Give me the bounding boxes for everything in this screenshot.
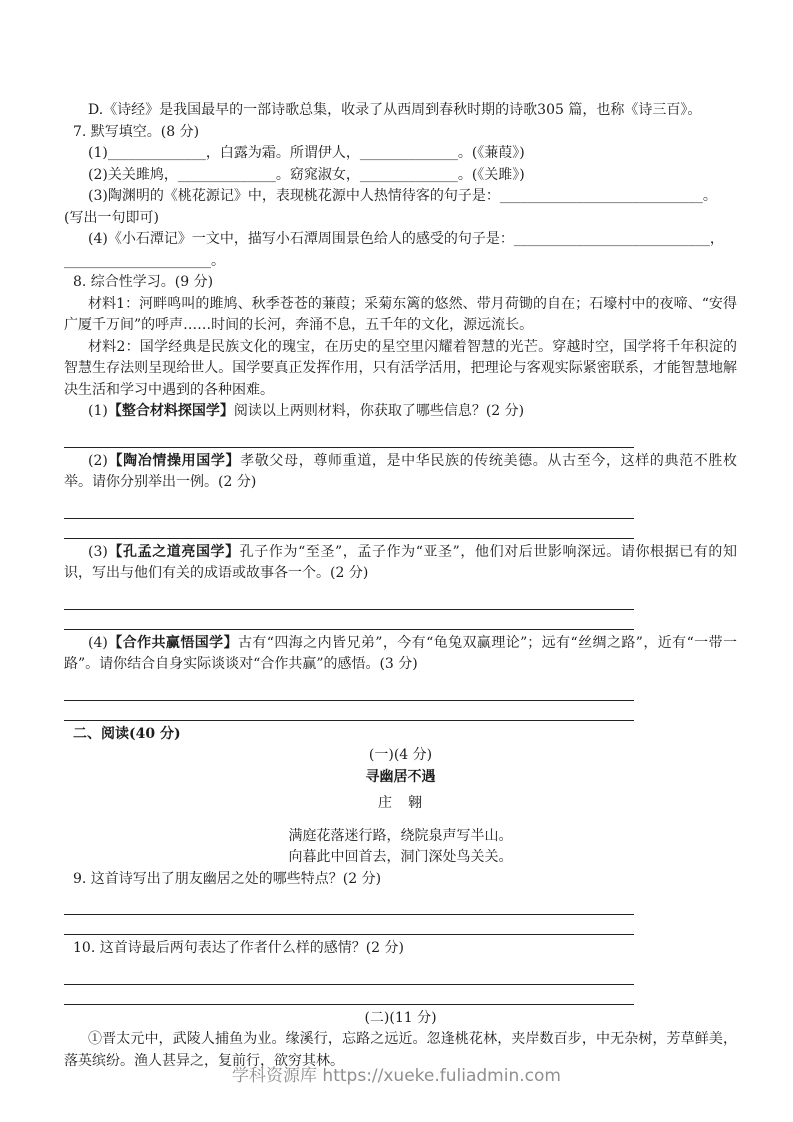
q8-item-4-number: (4) [88, 634, 108, 651]
answer-line [64, 985, 634, 1005]
poem-line-2: 向暮此中回首去，洞门深处鸟关关。 [288, 849, 513, 865]
footer-watermark: 学科资源库 https://xueke.fuliadmin.com [232, 1066, 561, 1086]
q9: 9. 这首诗写出了朋友幽居之处的哪些特点？(2 分) [73, 870, 382, 887]
q8-item-2-answer-area [64, 499, 634, 539]
q7-item-3-line-2: (写出一句即可) [64, 209, 159, 226]
q8-item-1-answer-area [64, 428, 634, 448]
section-2-title: 二、阅读(40 分) [73, 725, 181, 742]
answer-line [64, 610, 634, 630]
q8-item-4 [64, 633, 737, 676]
q8-item-1-tag: 【整合材料探国学】 [107, 403, 234, 419]
q8-item-3-text: 孔子作为“至圣”，孟子作为“亚圣”，他们对后世影响深远。请你根据已有的知识，写出与他们有关的成语或故事各一个。(2 分) [64, 543, 738, 581]
reading-passage-paragraph-1: ①晋太元中，武陵人捕鱼为业。缘溪行，忘路之远近。忽逢桃花林，夹岸数百步，中无杂树，芳草鲜美，落英缤纷。渔人甚异之，复前行，欲穷其林。 [64, 1031, 737, 1069]
part-1-heading: (一)(4 分) [368, 747, 433, 763]
q8-item-1 [64, 401, 737, 423]
q8-item-2-text: 孝敬父母，尊师重道，是中华民族的传统美德。从古至今，这样的典范不胜枚举。请你分别举出一例。(2 分) [64, 452, 738, 490]
q7-item-3-line-1: (3)陶渊明的《桃花源记》中，表现桃花源中人热情待客的句子是：_____________________________。 [88, 188, 717, 204]
q8-item-1-text: 阅读以上两则材料，你获取了哪些信息？(2 分) [233, 403, 525, 419]
q7-item-4-line-1: (4)《小石潭记》一文中，描写小石潭周围景色给人的感受的句子是：____________________________， [88, 231, 724, 247]
q7-title: 7. 默写填空。(8 分) [73, 123, 200, 140]
q9-answer-area [64, 895, 634, 935]
answer-line [64, 895, 634, 915]
q8-item-4-answer-area [64, 681, 634, 721]
q8-item-2-tag: 【陶冶情操用国学】 [107, 452, 241, 469]
q8-item-2 [64, 451, 737, 494]
q7-item-1: (1)______________，白露为霜。所谓伊人，______________。(《蒹葭》) [88, 145, 525, 161]
q8-item-3-answer-area [64, 590, 634, 630]
q10: 10. 这首诗最后两句表达了作者什么样的感情？(2 分) [73, 940, 404, 956]
answer-line [64, 915, 634, 935]
q8-material-2: 材料2：国学经典是民族文化的瑰宝，在历史的星空里闪耀着智慧的光芒。穿越时空，国学将千年积淀的智慧生存法则呈现给世人。国学要真正发挥作用，只有活学活用，把理论与客观实际紧密联系，才能智慧地解决生活和学习中遇到的各种困难。 [64, 338, 737, 398]
q8-item-4-text: 古有“四海之内皆兄弟”，今有“龟兔双赢理论”；远有“丝绸之路”，近有“一带一路”。请你结合自身实际谈谈对“合作共赢”的感悟。(3 分) [64, 634, 737, 672]
answer-line [64, 428, 634, 448]
answer-line [64, 701, 634, 721]
poem-line-1: 满庭花落迷行路，绕院泉声写半山。 [288, 827, 513, 844]
q8-item-3-tag: 【孔孟之道亮国学】 [107, 543, 240, 560]
q7-item-4-line-2: _____________________。 [64, 252, 225, 269]
answer-line [64, 499, 634, 519]
q10-answer-area [64, 965, 634, 1005]
poem-title: 寻幽居不遇 [365, 768, 436, 785]
answer-line [64, 519, 634, 539]
q7-item-2: (2)关关雎鸠，______________。窈窕淑女，______________。(《关雎》) [88, 166, 525, 183]
poem-body [64, 826, 737, 869]
q8-item-3 [64, 542, 737, 585]
answer-line [64, 681, 634, 701]
answer-line [64, 965, 634, 985]
part-2-heading: (二)(11 分) [364, 1009, 437, 1026]
q8-item-1-number: (1) [88, 403, 108, 419]
q8-item-3-number: (3) [88, 543, 108, 560]
q8-title: 8. 综合性学习。(9 分) [73, 274, 214, 290]
q8-material-1: 材料1：河畔鸣叫的雎鸠、秋季苍苍的蒹葭；采菊东篱的悠然、带月荷锄的自在；石壕村中的夜啼、“安得广厦千万间”的呼声……时间的长河，奔涌不息，五千年的文化，源远流长。 [64, 295, 737, 333]
poem-author: 庄 翱 [378, 795, 423, 811]
answer-line [64, 590, 634, 610]
q8-item-4-tag: 【合作共赢悟国学】 [107, 634, 238, 651]
option-d: D.《诗经》是我国最早的一部诗歌总集，收录了从西周到春秋时期的诗歌305 篇，也称《诗三百》。 [88, 102, 702, 118]
q8-item-2-number: (2) [88, 452, 108, 469]
